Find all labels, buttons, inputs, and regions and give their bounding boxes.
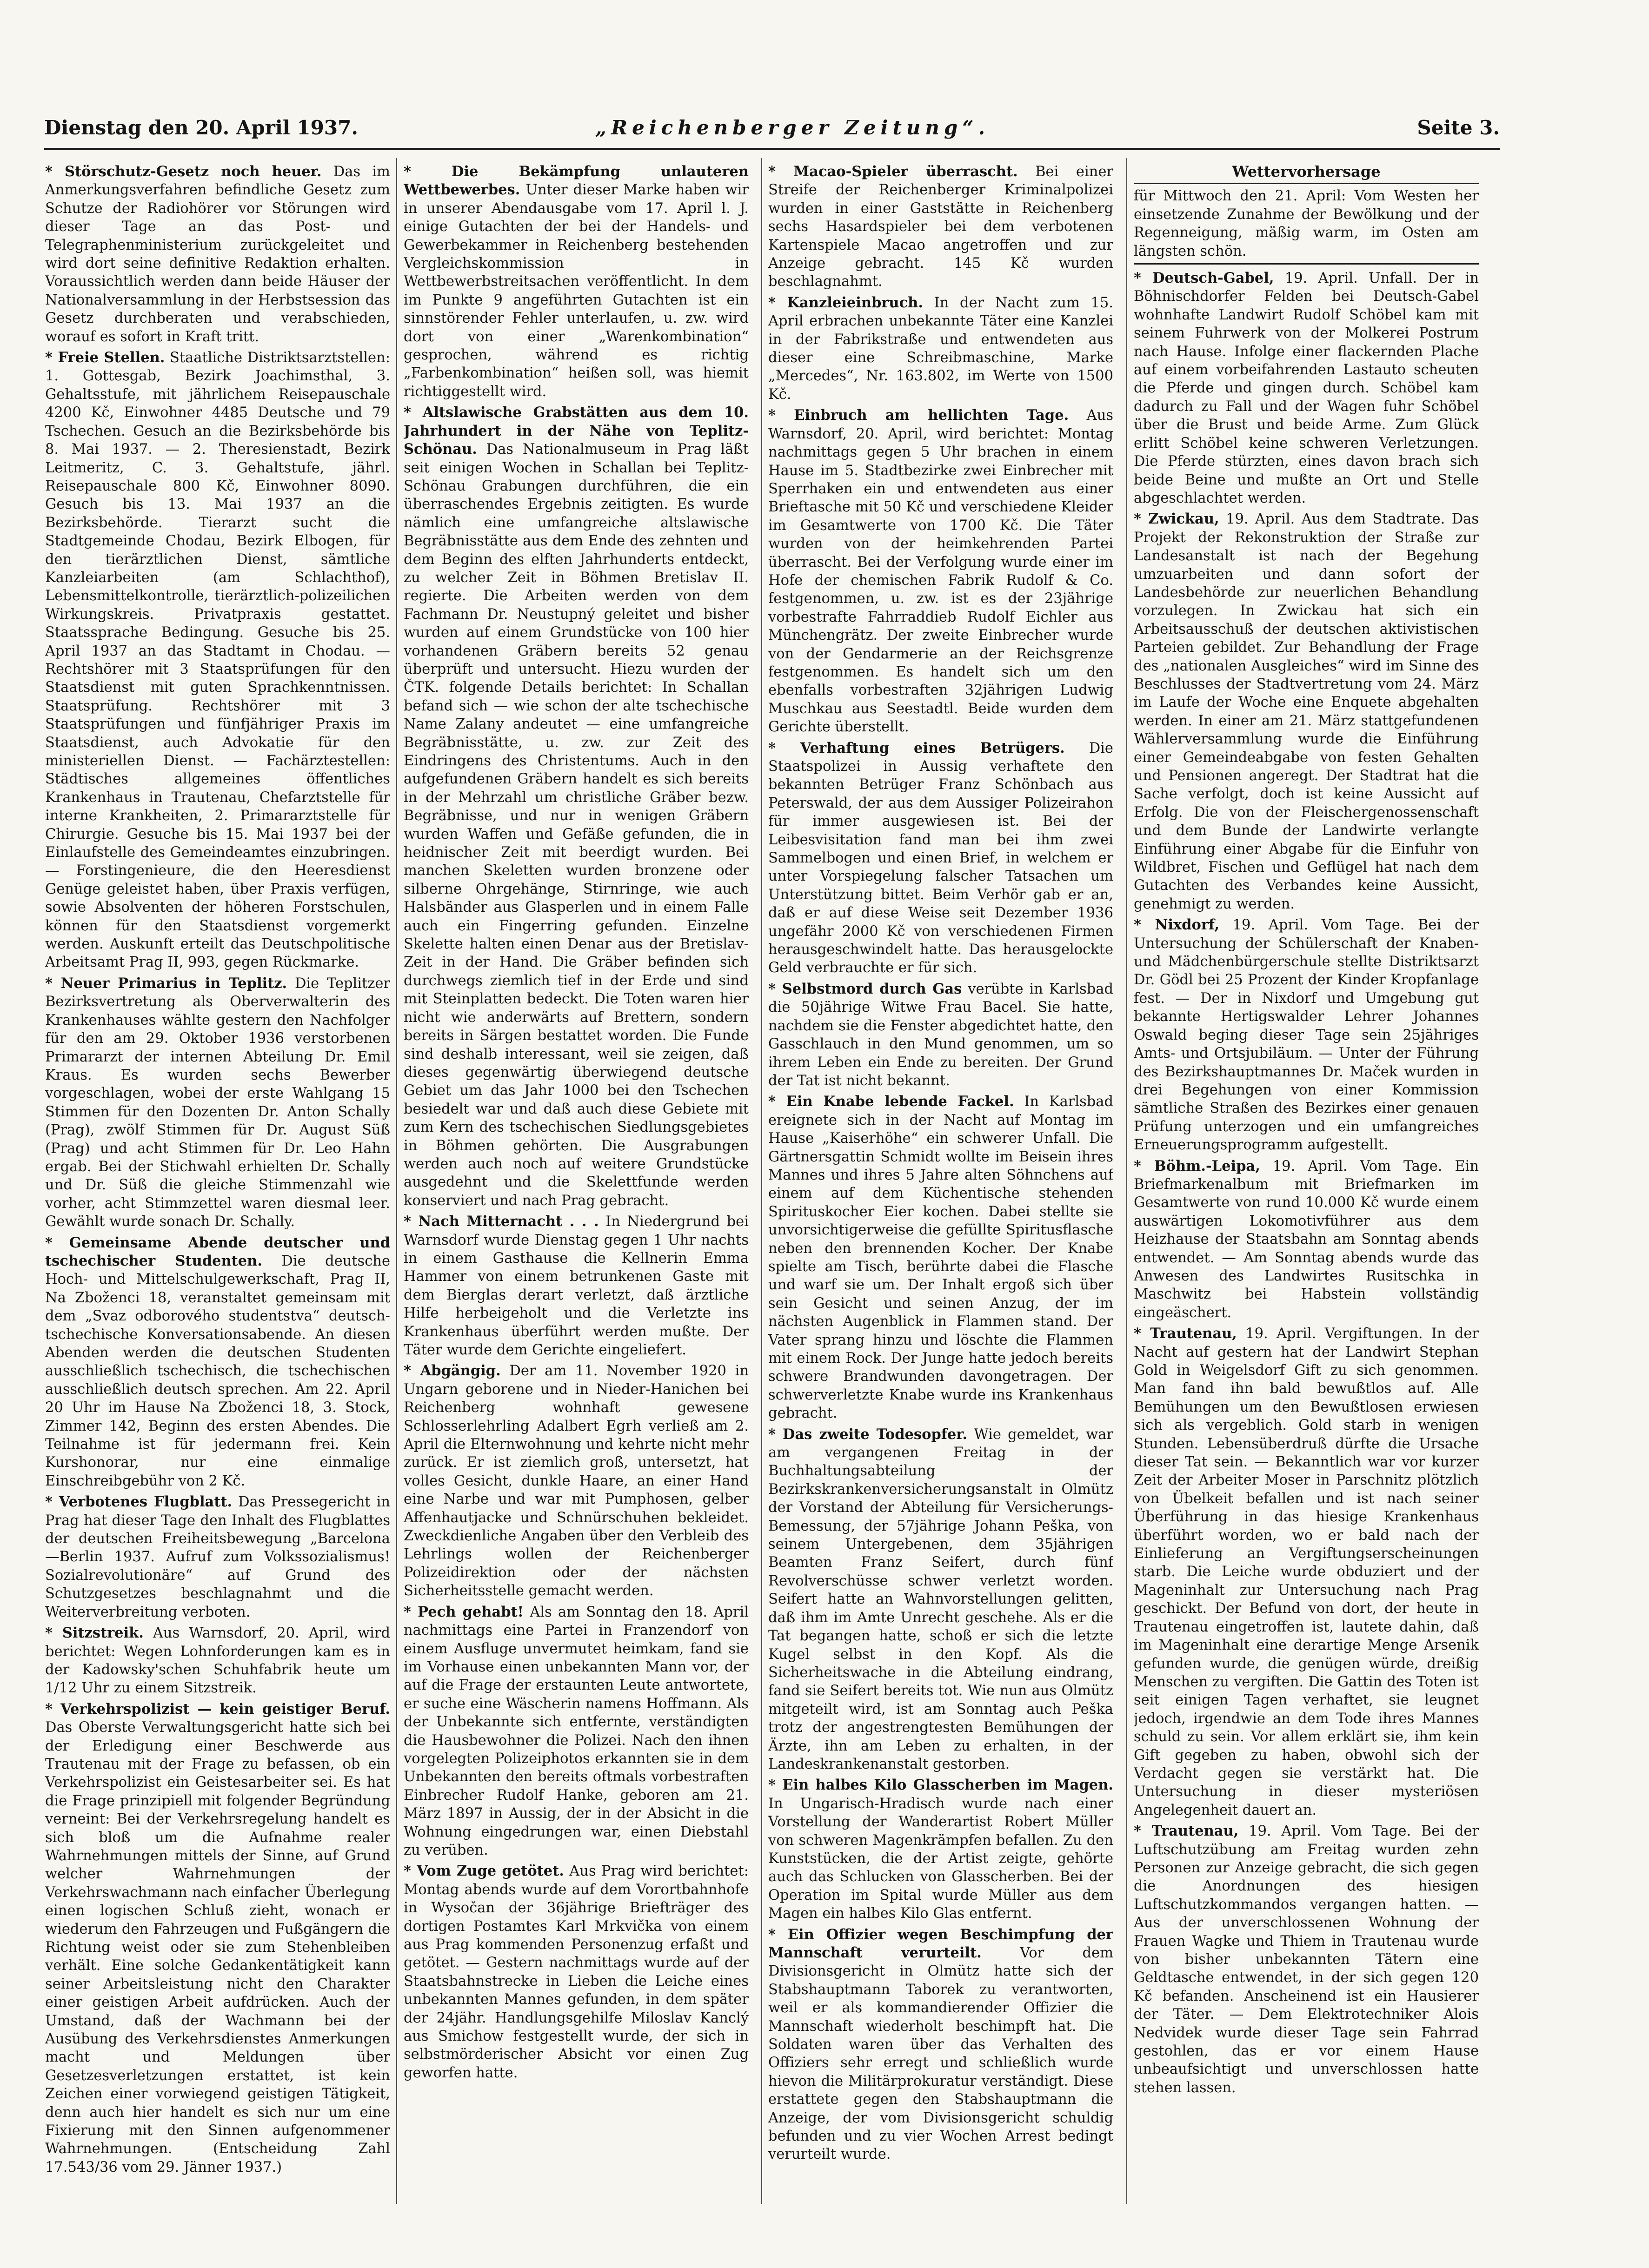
article-headline: * Vom Zuge getötet. (404, 1863, 564, 1880)
article (768, 739, 1113, 977)
article (45, 1624, 390, 1698)
article-headline: * Deutsch-Gabel, (1134, 270, 1274, 287)
article-headline: * Sitzstreik. (45, 1625, 144, 1642)
newspaper-title: „Reichenberger Zeitung“. (595, 116, 990, 139)
article (1134, 1325, 1479, 1819)
article-body: Die Teplitzer Bezirksvertretung als Oberverwalterin des Krankenhauses wählte gestern den Nachfolger für den am 29. Oktober 1936 verstorbenen Primararzt der internen Abteilung Dr. Emil Kraus. Es wurden sechs Bewerber vorgeschlagen, wobei der erste Wahlgang 15 Stimmen für den Dozenten Dr. Anton Schally (Prag), zwölf Stimmen für Dr. August Süß (Prag) und acht Stimmen für Dr. Leo Hahn ergab. Bei der Stichwahl erhielten Dr. Schally und Dr. Süß die gleiche Stimmenzahl wie vorher, acht Stimmzettel waren diesmal leer. Gewählt wurde sonach Dr. Schally. (45, 975, 390, 1230)
article-body: Das Oberste Verwaltungsgericht hatte sich bei der Erledigung einer Beschwerde aus Trautenau mit der Frage zu befassen, ob ein Verkehrspolizist ein Geistesarbeiter sei. Es hat die Frage prinzipiell mit folgender Begründung verneint: Bei der Verkehrsregelung handelt es sich bloß um die Aufnahme realer Wahrnehmungen mittels der Sinne, auf Grund welcher Wahrnehmungen der Verkehrswachmann nach einfacher Überlegung einen logischen Schluß zieht, wonach er wiederum den Fahrzeugen und Fußgängern die Richtung weist oder sie zum Stehenbleiben verhält. Eine solche Gedankentätigkeit kann seiner Arbeitsleistung nicht den Charakter einer geistigen Arbeit aufdrücken. Auch der Umstand, daß der Wachmann bei der Ausübung des Verkehrsdienstes Anmerkungen macht und Meldungen über Gesetzesverletzungen erstattet, ist kein Zeichen einer vorwiegend geistigen Tätigkeit, denn auch hier handelt es sich nur um eine Fixierung mit den Sinnen aufgenommener Wahrnehmungen. (Entscheidung Zahl 17.543/36 vom 29. Jänner 1937.) (45, 1719, 390, 2175)
article (45, 349, 390, 972)
article (45, 1234, 390, 1491)
article-body: Unter dieser Marke haben wir in unserer Abendausgabe vom 17. April l. J. einige Gutachten der bei der Handels- und Gewerbekammer in Reichenberg bestehenden Vergleichskommission in Wettbewerbstreitsachen veröffentlicht. In dem im Punkte 9 angeführten Gutachten ist ein sinnstörender Fehler unterlaufen, u. zw. wird dort von einer „Warenkombination“ gesprochen, während es richtig „Farbenkombination“ heißen soll, was hiemit richtiggestellt wird. (404, 182, 749, 400)
weather-box-title: Wettervorhersage (1134, 163, 1479, 184)
article (768, 294, 1113, 404)
article (768, 1426, 1113, 1774)
article (768, 1093, 1113, 1422)
article (768, 1776, 1113, 1923)
article-headline: * Nixdorf, (1134, 916, 1219, 934)
article-headline: * Pech gehabt! (404, 1603, 524, 1620)
article (404, 163, 749, 401)
header-rule (44, 148, 1500, 150)
article (1134, 916, 1479, 1154)
article (1134, 269, 1479, 507)
article-body: Das Nationalmuseum in Prag läßt seit einigen Wochen in Schallan bei Teplitz-Schönau Grabungen durchführen, die ein überraschendes Ergebnis zeitigten. Es wurde nämlich eine umfangreiche altslawische Begräbnisstätte aus dem Ende des zehnten und dem Beginn des elften Jahrhunderts entdeckt, zu welcher Zeit in Böhmen Bretislav II. regierte. Die Arbeiten werden von dem Fachmann Dr. Neustupný geleitet und bisher wurden auf einem Grundstücke von 100 hier vorhandenen Gräbern bereits 52 genau überprüft und untersucht. Hiezu wurden der ČTK. folgende Details berichtet: In Schallan befand sich — wie schon der alte tschechische Name Zalany andeutet — eine umfangreiche Begräbnisstätte, u. zw. zur Zeit des Eindringens des Christentums. Auch in den aufgefundenen Gräbern handelt es sich bereits in der Mehrzahl um christliche Gräber bezw. Begräbnisse, und nur in wenigen Gräbern wurden Waffen und Gefäße gefunden, die in heidnischer Zeit mit beerdigt wurden. Bei manchen Skeletten wurden bronzene oder silberne Ohrgehänge, Stirnringe, wie auch Halsbänder aus Glasperlen und in einem Falle auch ein Fingerring gefunden. Einzelne Skelette halten einen Denar aus der Bretislav-Zeit in der Hand. Die Gräber befinden sich durchwegs ziemlich tief in der Erde und sind mit Steinplatten bedeckt. Die Toten waren hier nicht wie anderwärts auf Brettern, sondern bereits in Särgen bestattet worden. Die Funde sind deshalb interessant, weil sie zeigen, daß dieses gegenwärtig überwiegend deutsche Gebiet um das Jahr 1000 bei den Tschechen besiedelt war und daß auch diese Gebiete mit zum Kern des tschechischen Siedlungsgebietes in Böhmen gehörten. Die Ausgrabungen werden auch noch auf weitere Grundstücke ausgedehnt und die Skelettfunde werden konserviert und nach Prag gebracht. (404, 441, 749, 1209)
article-headline: * Störschutz-Gesetz noch heuer. (45, 163, 322, 180)
article (1134, 1157, 1479, 1322)
article (1134, 510, 1479, 913)
column-1 (45, 163, 390, 2227)
article-headline: * Gemeinsame Abende deutscher und tschechischer Studenten. (45, 1234, 390, 1269)
article-body: Die Staatspolizei in Aussig verhaftete den bekannten Betrüger Franz Schönbach aus Peterswald, der aus dem Aussiger Polizeirahon für immer ausgewiesen ist. Bei der Leibesvisitation fand man bei ihm zwei Sammelbogen und einen Brief, in welchem er unter Vorspiegelung falscher Tatsachen um Unterstützung bittet. Beim Verhör gab er an, daß er auf diese Weise seit Dezember 1936 ungefähr 2000 Kč von verschiedenen Firmen herausgeschwindelt hatte. Das herausgelockte Geld verbrauchte er für sich. (768, 740, 1113, 976)
column-3 (768, 163, 1113, 2227)
article (768, 980, 1113, 1090)
article (45, 163, 390, 346)
article-body: In Niedergrund bei Warnsdorf wurde Dienstag gegen 1 Uhr nachts in einem Gasthause die Kellnerin Emma Hammer von einem betrunkenen Gaste mit dem Bierglas derart verletzt, daß ärztliche Hilfe herbeigeholt und die Verletzte ins Krankenhaus überführt werden mußte. Der Täter wurde dem Gerichte eingeliefert. (404, 1214, 749, 1358)
column-2 (404, 163, 749, 2227)
article-body: 19. April. Unfall. Der in Böhnischdorfer Felden bei Deutsch-Gabel wohnhafte Landwirt Rudolf Schöbel kam mit seinem Fuhrwerk von der Molkerei Postrum nach Hause. Infolge einer flackernden Plache auf einem vorbeifahrenden Lastauto scheuten die Pferde und gingen durch. Schöbel kam dadurch zu Fall und der Wagen fuhr Schöbel über die Brust und beide Arme. Zum Glück erlitt Schöbel keine schweren Verletzungen. Die Pferde stürzten, eines davon brach sich beide Beine und mußte an Ort und Stelle abgeschlachtet werden. (1134, 270, 1479, 506)
article-headline: * Selbstmord durch Gas (768, 980, 962, 997)
article-headline: * Altslawische Grabstätten aus dem 10. Jahrhundert in der Nähe von Teplitz-Schönau. (404, 404, 749, 458)
article-headline: * Böhm.-Leipa, (1134, 1157, 1260, 1174)
article-body: Aus Warnsdorf, 20. April, wird berichtet: Montag nachmittags gegen 5 Uhr brachen in einem Hause im 5. Stadtbezirke zwei Einbrecher mit Sperrhaken ein und entwendeten aus einer Brieftasche mit 50 Kč und verschiedene Kleider im Gesamtwerte von 1700 Kč. Die Täter wurden von der heimkehrenden Partei überrascht. Bei der Verfolgung wurde einer im Hofe der chemischen Fabrik Rudolf & Co. festgenommen, u. zw. ist es der 23jährige vorbestrafte Fahrraddieb Rudolf Eichler aus Münchengrätz. Der zweite Einbrecher wurde von der Gendarmerie an der Reichsgrenze festgenommen. Es handelt sich um den ebenfalls vorbestraften 32jährigen Ludwig Muschkau aus Seestadtl. Beide wurden dem Gerichte überstellt. (768, 407, 1113, 736)
article-body: In der Nacht zum 15. April erbrachen unbekannte Täter eine Kanzlei in der Fabrikstraße und entwendeten aus dieser eine Schreibmaschine, Marke „Mercedes“, Nr. 163.802, im Werte von 1500 Kč. (768, 294, 1113, 403)
column-divider (761, 158, 762, 2204)
article-body: In Ungarisch-Hradisch wurde nach einer Vorstellung der Wanderartist Robert Müller von schweren Magenkrämpfen befallen. Zu den Kunststücken, die der Artist zeigte, gehörte auch das Schlucken von Glasscherben. Bei der Operation im Spital wurde Müller aus dem Magen ein halbes Kilo Glas entfernt. (768, 1795, 1113, 1922)
article-headline: * Verhaftung eines Betrügers. (768, 739, 1065, 756)
article-headline: * Einbruch am hellichten Tage. (768, 407, 1069, 424)
article-body: Aus Prag wird berichtet: Montag abends wurde auf dem Vorortbahnhofe in Wysočan der 36jährige Briefträger des dortigen Postamtes Karl Mrkvička von einem aus Prag kommenden Personenzug erfaßt und getötet. — Gestern nachmittags wurde auf der Staatsbahnstrecke in Lieben die Leiche eines unbekannten Mannes gefunden, in dem später der 24jähr. Handlungsgehilfe Miloslav Kanclý aus Smichow festgestellt wurde, der sich in selbstmörderischer Absicht vor einen Zug geworfen hatte. (404, 1863, 749, 2081)
article-headline: * Ein Offizier wegen Beschimpfung der Mannschaft verurteilt. (768, 1926, 1113, 1961)
article-headline: * Zwickau, (1134, 511, 1219, 528)
article-body: 19. April. Vom Tage. Ein Briefmarkenalbum mit Briefmarken im Gesamtwerte von rund 10.000 Kč wurde einem auswärtigen Lokomotivführer aus dem Heizhause der Staatsbahn am Sonntag abends entwendet. — Am Sonntag abends wurde das Anwesen des Landwirtes Rusitschka in Maschwitz bei Habstein vollständig eingeäschert. (1134, 1158, 1479, 1321)
article-headline: * Neuer Primarius in Teplitz. (45, 975, 287, 992)
article (1134, 1822, 1479, 2097)
page-number: Seite 3. (1417, 116, 1500, 139)
article-body: 19. April. Aus dem Stadtrate. Das Projekt der Rekonstruktion der Straße zur Landesanstalt ist nach der Begehung umzuarbeiten und dann sofort der Landesbehörde zur neuerlichen Behandlung vorzulegen. In Zwickau hat sich ein Arbeitsausschuß der deutschen aktivistischen Parteien gebildet. Zur Behandlung der Frage des „nationalen Ausgleiches“ wird im Sinne des Beschlusses der Stadtvertretung vom 24. März im Laufe der Woche eine Enquete abgehalten werden. In einer am 21. März stattgefundenen Wählerversammlung wurde die Einführung einer Gemeindeabgabe von festen Gehalten und Pensionen angeregt. Der Stadtrat hat die Sache verfolgt, doch ist keine Aussicht auf Erfolg. Die von der Fleischergenossenschaft und dem Bunde der Landwirte verlangte Einführung einer Abgabe für die Einfuhr von Wildbret, Fischen und Geflügel hat nach dem Gutachten des Verbandes keine Aussicht, genehmigt zu werden. (1134, 511, 1479, 912)
article-body: Aus Warnsdorf, 20. April, wird berichtet: Wegen Lohnforderungen kam es in der Kadowsky'schen Schuhfabrik heute um 1/12 Uhr zu einem Sitzstreik. (45, 1625, 390, 1697)
page-header (44, 113, 1500, 147)
article-body: Als am Sonntag den 18. April nachmittags eine Partei in Franzendorf von einem Ausfluge unvermutet heimkam, fand sie im Vorhause einen unbekannten Mann vor, der auf die Frage der erstaunten Leute antwortete, er suche eine Wäscherin namens Hoffmann. Als der Unbekannte sich entfernte, verständigten die Hausbewohner die Polizei. Nach den ihnen vorgelegten Polizeiphotos erkannten sie in dem Unbekannten den bereits oftmals vorbestraften Einbrecher Rudolf Hanke, geboren am 21. März 1897 in Aussig, der in der Absicht in die Wohnung eingedrungen war, einen Diebstahl zu verüben. (404, 1604, 749, 1858)
article (404, 1862, 749, 2082)
column-divider (396, 158, 397, 2204)
article-headline: * Verkehrspolizist — kein geistiger Beruf. (45, 1700, 390, 1718)
article-body: Staatliche Distriktsarztstellen: 1. Gottesgab, Bezirk Joachimsthal, 3. Gehaltsstufe, mit jährlichem Reisepauschale 4200 Kč, Einwohner 4485 Deutsche und 79 Tschechen. Gesuch an die Bezirksbehörde bis 8. Mai 1937. — 2. Theresienstadt, Bezirk Leitmeritz, C. 3. Gehaltstufe, jährl. Reisepauschale 800 Kč, Einwohner 8090. Gesuch bis 13. Mai 1937 an die Bezirksbehörde. Tierarzt sucht die Stadtgemeinde Chodau, Bezirk Elbogen, für den tierärztlichen Dienst, sämtliche Kanzleiarbeiten (am Schlachthof), Lebensmittelkontrolle, tierärztlich-polizeilichen Wirkungskreis. Privatpraxis gestattet. Staatssprache Bedingung. Gesuche bis 25. April 1937 an das Stadtamt in Chodau. — Rechtshörer mit 3 Staatsprüfungen für den Staatsdienst mit guten Sprachkenntnissen. Staatsprüfung. Rechtshörer mit 3 Staatsprüfungen und fünfjähriger Praxis im Staatsdienst, auch Advokatie für den ministeriellen Dienst. — Fachärztestellen: Städtisches allgemeines öffentliches Krankenhaus in Trautenau, Chefarztstelle für interne Krankheiten, 2. Primararztstelle für Chirurgie. Gesuche bis 15. Mai 1937 bei der Einlaufstelle des Gemeindeamtes einzubringen. — Forstingenieure, die den Heeresdienst Genüge geleistet haben, über Praxis verfügen, sowie Absolventen der höheren Forstschulen, können für den Staatsdienst vorgemerkt werden. Auskunft erteilt das Deutschpolitische Arbeitsamt Prag II, 993, gegen Rückmarke. (45, 350, 390, 971)
weather-box-rule (1134, 263, 1479, 265)
article-headline: * Das zweite Todesopfer. (768, 1426, 968, 1443)
article-body: 19. April. Vom Tage. Bei der Untersuchung der Schülerschaft der Knaben- und Mädchenbürgerschule stellte Distriktsarzt Dr. Gödl bei 25 Prozent der Kinder Kropfanlage fest. — Der in Nixdorf und Umgebung gut bekannte Hertigswalder Lehrer Johannes Oswald beging dieser Tage sein 25jähriges Amts- und Ortsjubiläum. — Unter der Führung des Bezirkshauptmannes Dr. Maček wurden in drei Begehungen von einer Kommission sämtliche Straßen des Bezirkes einer genauen Prüfung unterzogen und ein umfangreiches Erneuerungsprogramm aufgestellt. (1134, 917, 1479, 1154)
article (45, 975, 390, 1231)
article-headline: * Trautenau, (1134, 1325, 1237, 1342)
article (404, 1362, 749, 1600)
article-headline: * Macao-Spieler überrascht. (768, 163, 1018, 180)
article (768, 406, 1113, 736)
issue-date: Dienstag den 20. April 1937. (44, 116, 358, 139)
article-headline: * Abgängig. (404, 1362, 501, 1379)
article-body: In Karlsbad ereignete sich in der Nacht auf Montag im Hause „Kaiserhöhe“ ein schwerer Unfall. Die Gärtnersgattin Schmidt wollte im Beisein ihres Mannes und ihres 5 Jahre alten Söhnchens auf einem auf dem Küchentische stehenden Spirituskocher Eier kochen. Dabei stellte sie unvorsichtigerweise die gefüllte Spiritusflasche neben den brennenden Kocher. Der Knabe spielte am Tisch, berührte dabei die Flasche und warf sie um. Der Inhalt ergoß sich über sein Gesicht und seinen Anzug, der im nächsten Augenblick in Flammen stand. Der Vater sprang hinzu und löschte die Flammen mit einem Rock. Der Junge hatte jedoch bereits schwere Brandwunden davongetragen. Der schwerverletzte Knabe wurde ins Krankenhaus gebracht. (768, 1094, 1113, 1422)
article-headline: * Freie Stellen. (45, 349, 165, 366)
article-body: Das im Anmerkungsverfahren befindliche Gesetz zum Schutze der Radiohörer vor Störungen wird dieser Tage an das Post- und Telegraphenministerium zurückgeleitet und wird dort seine definitive Redaktion erhalten. Voraussichtlich werden dann beide Häuser der Nationalversammlung in der Herbstsession das Gesetz durchberaten und verabschieden, worauf es sofort in Kraft tritt. (45, 164, 390, 345)
article (404, 1603, 749, 1860)
article-headline: * Ein Knabe lebende Fackel. (768, 1093, 1014, 1110)
article-headline: * Die Bekämpfung unlauteren Wettbewerbes. (404, 163, 749, 199)
article (768, 1926, 1113, 2164)
article-body: Bei einer Streife der Reichenberger Kriminalpolizei wurden in einer Gaststätte in Reichenberg sechs Hasardspieler bei dem verbotenen Kartenspiele Macao angetroffen und zur Anzeige gebracht. 145 Kč wurden beschlagnahmt. (768, 164, 1113, 290)
article-body: Wie gemeldet, war am vergangenen Freitag in der Buchhaltungsabteilung der Bezirkskrankenversicherungsanstalt in Olmütz der Vorstand der Abteilung für Versicherungs-Bemessung, der 57jährige Johann Peška, von seinem Untergebenen, dem 35jährigen Beamten Franz Seifert, durch fünf Revolverschüsse schwer verletzt worden. Seifert hatte an Wahnvorstellungen gelitten, daß ihm im Amte Unrecht geschehe. Als er die Tat begangen hatte, schoß er sich die letzte Kugel selbst in den Kopf. Als die Sicherheitswache in die Abteilung eindrang, fand sie Seifert bereits tot. Wie nun aus Olmütz mitgeteilt wird, ist am Sonntag auch Peška trotz der angestrengtesten Bemühungen der Ärzte, ihn am Leben zu erhalten, in der Landeskrankenanstalt gestorben. (768, 1426, 1113, 1772)
article-body: verübte in Karlsbad die 50jährige Witwe Frau Bacel. Sie hatte, nachdem sie die Fenster abgedichtet hatte, den Gasschlauch in den Mund genommen, um so ihrem Leben ein Ende zu bereiten. Der Grund der Tat ist nicht bekannt. (768, 981, 1113, 1089)
article-body: Vor dem Divisionsgericht in Olmütz hatte sich der Stabshauptmann Taborek zu verantworten, weil er als kommandierender Offizier die Mannschaft wiederholt beschimpft hat. Die Soldaten waren über das Verhalten des Offiziers sehr erregt und schließlich wurde hievon die Militärprokuratur verständigt. Diese erstattete gegen den Stabshauptmann die Anzeige, der vom Divisionsgericht schuldig befunden und zu vier Wochen Arrest bedingt verurteilt wurde. (768, 1945, 1113, 2163)
weather-forecast: für Mittwoch den 21. April: Vom Westen her einsetzende Zunahme der Bewölkung und der Regenneigung, mäßig warm, im Osten am längsten schön. (1134, 188, 1479, 259)
article-body: Das Pressegericht in Prag hat dieser Tage den Inhalt des Flugblattes der deutschen Freiheitsbewegung „Barcelona—Berlin 1937. Aufruf zum Volkssozialismus! Sozialrevolutionäre“ auf Grund des Schutzgesetzes beschlagnahmt und die Weiterverbreitung verboten. (45, 1494, 390, 1620)
article-body: 19. April. Vom Tage. Bei der Luftschutzübung am Freitag wurden zehn Personen zur Anzeige gebracht, die sich gegen die Anordnungen des hiesigen Luftschutzkommandos vergangen hatten. — Aus der unverschlossenen Wohnung der Frauen Wagke und Thiem in Trautenau wurde von bisher unbekannten Tätern eine Geldtasche entwendet, in der sich gegen 120 Kč befanden. Anscheinend ist ein Hausierer der Täter. — Dem Elektrotechniker Alois Nedvidek wurde dieser Tage sein Fahrrad gestohlen, das er vor einem Hause unbeaufsichtigt und unverschlossen hatte stehen lassen. (1134, 1823, 1479, 2096)
article-body: Die deutsche Hoch- und Mittelschulgewerkschaft, Prag II, Na Zboženci 18, veranstaltet gemeinsam mit dem „Svaz odborového studentstva“ deutsch-tschechische Konversationsabende. An diesen Abenden werden die deutschen Studenten ausschließlich tschechisch, die tschechischen ausschließlich deutsch sprechen. Am 22. April 20 Uhr im Hause Na Zboženci 18, 3. Stock, Zimmer 142, Beginn des ersten Abendes. Die Teilnahme ist für jedermann frei. Kein Kurshonorar, nur eine einmalige Einschreibgebühr von 2 Kč. (45, 1253, 390, 1489)
column-4 (1134, 163, 1479, 2227)
article-headline: * Kanzleieinbruch. (768, 294, 923, 311)
article-body: 19. April. Vergiftungen. In der Nacht auf gestern hat der Landwirt Stephan Gold in Weigelsdorf Gift zu sich genommen. Man fand ihn bald bewußtlos auf. Alle Bemühungen um den Bewußtlosen erwiesen sich als vergeblich. Gold starb in wenigen Stunden. Lebensüberdruß dürfte die Ursache dieser Tat sein. — Bekanntlich war vor kurzer Zeit der Arbeiter Moser in Parschnitz plötzlich von Übelkeit befallen und ist nach seiner Überführung in das hiesige Krankenhaus überführt worden, wo er bald nach der Einlieferung an Vergiftungserscheinungen starb. Die Leiche wurde obduziert und der Mageninhalt zur Untersuchung nach Prag geschickt. Der Befund von dort, der heute in Trautenau eingetroffen ist, lautete dahin, daß im Mageninhalt eine derartige Menge Arsenik gefunden wurde, die genügen würde, dreißig Menschen zu vergiften. Die Gattin des Toten ist seit einigen Tagen verhaftet, sie leugnet jedoch, irgendwie an dem Tode ihres Mannes schuld zu sein. Vor allem erklärt sie, ihm kein Gift gegeben zu haben, obwohl sich der Verdacht gegen sie verstärkt hat. Die Untersuchung in dieser mysteriösen Angelegenheit dauert an. (1134, 1326, 1479, 1818)
article-body: Der am 11. November 1920 in Ungarn geborene und in Nieder-Hanichen bei Reichenberg wohnhaft gewesene Schlosserlehrling Adalbert Egrh verließ am 2. April die Elternwohnung und kehrte nicht mehr zurück. Er ist ziemlich groß, untersetzt, hat volles Gesicht, dunkle Haare, an einer Hand eine Narbe und war mit Pumphosen, gelber Affenhautjacke und Schnürschuhen bekleidet. Zweckdienliche Angaben über den Verbleib des Lehrlings wollen der Reichenberger Polizeidirektion oder der nächsten Sicherheitsstelle gemacht werden. (404, 1363, 749, 1599)
article (45, 1700, 390, 2177)
article-headline: * Verbotenes Flugblatt. (45, 1493, 233, 1511)
article-headline: * Nach Mitternacht . . . (404, 1213, 599, 1230)
article-headline: * Trautenau, (1134, 1823, 1239, 1840)
article (768, 163, 1113, 291)
article (45, 1493, 390, 1621)
article (404, 1213, 749, 1359)
column-divider (1126, 158, 1127, 2204)
article (404, 404, 749, 1210)
article-headline: * Ein halbes Kilo Glasscherben im Magen. (768, 1777, 1113, 1794)
